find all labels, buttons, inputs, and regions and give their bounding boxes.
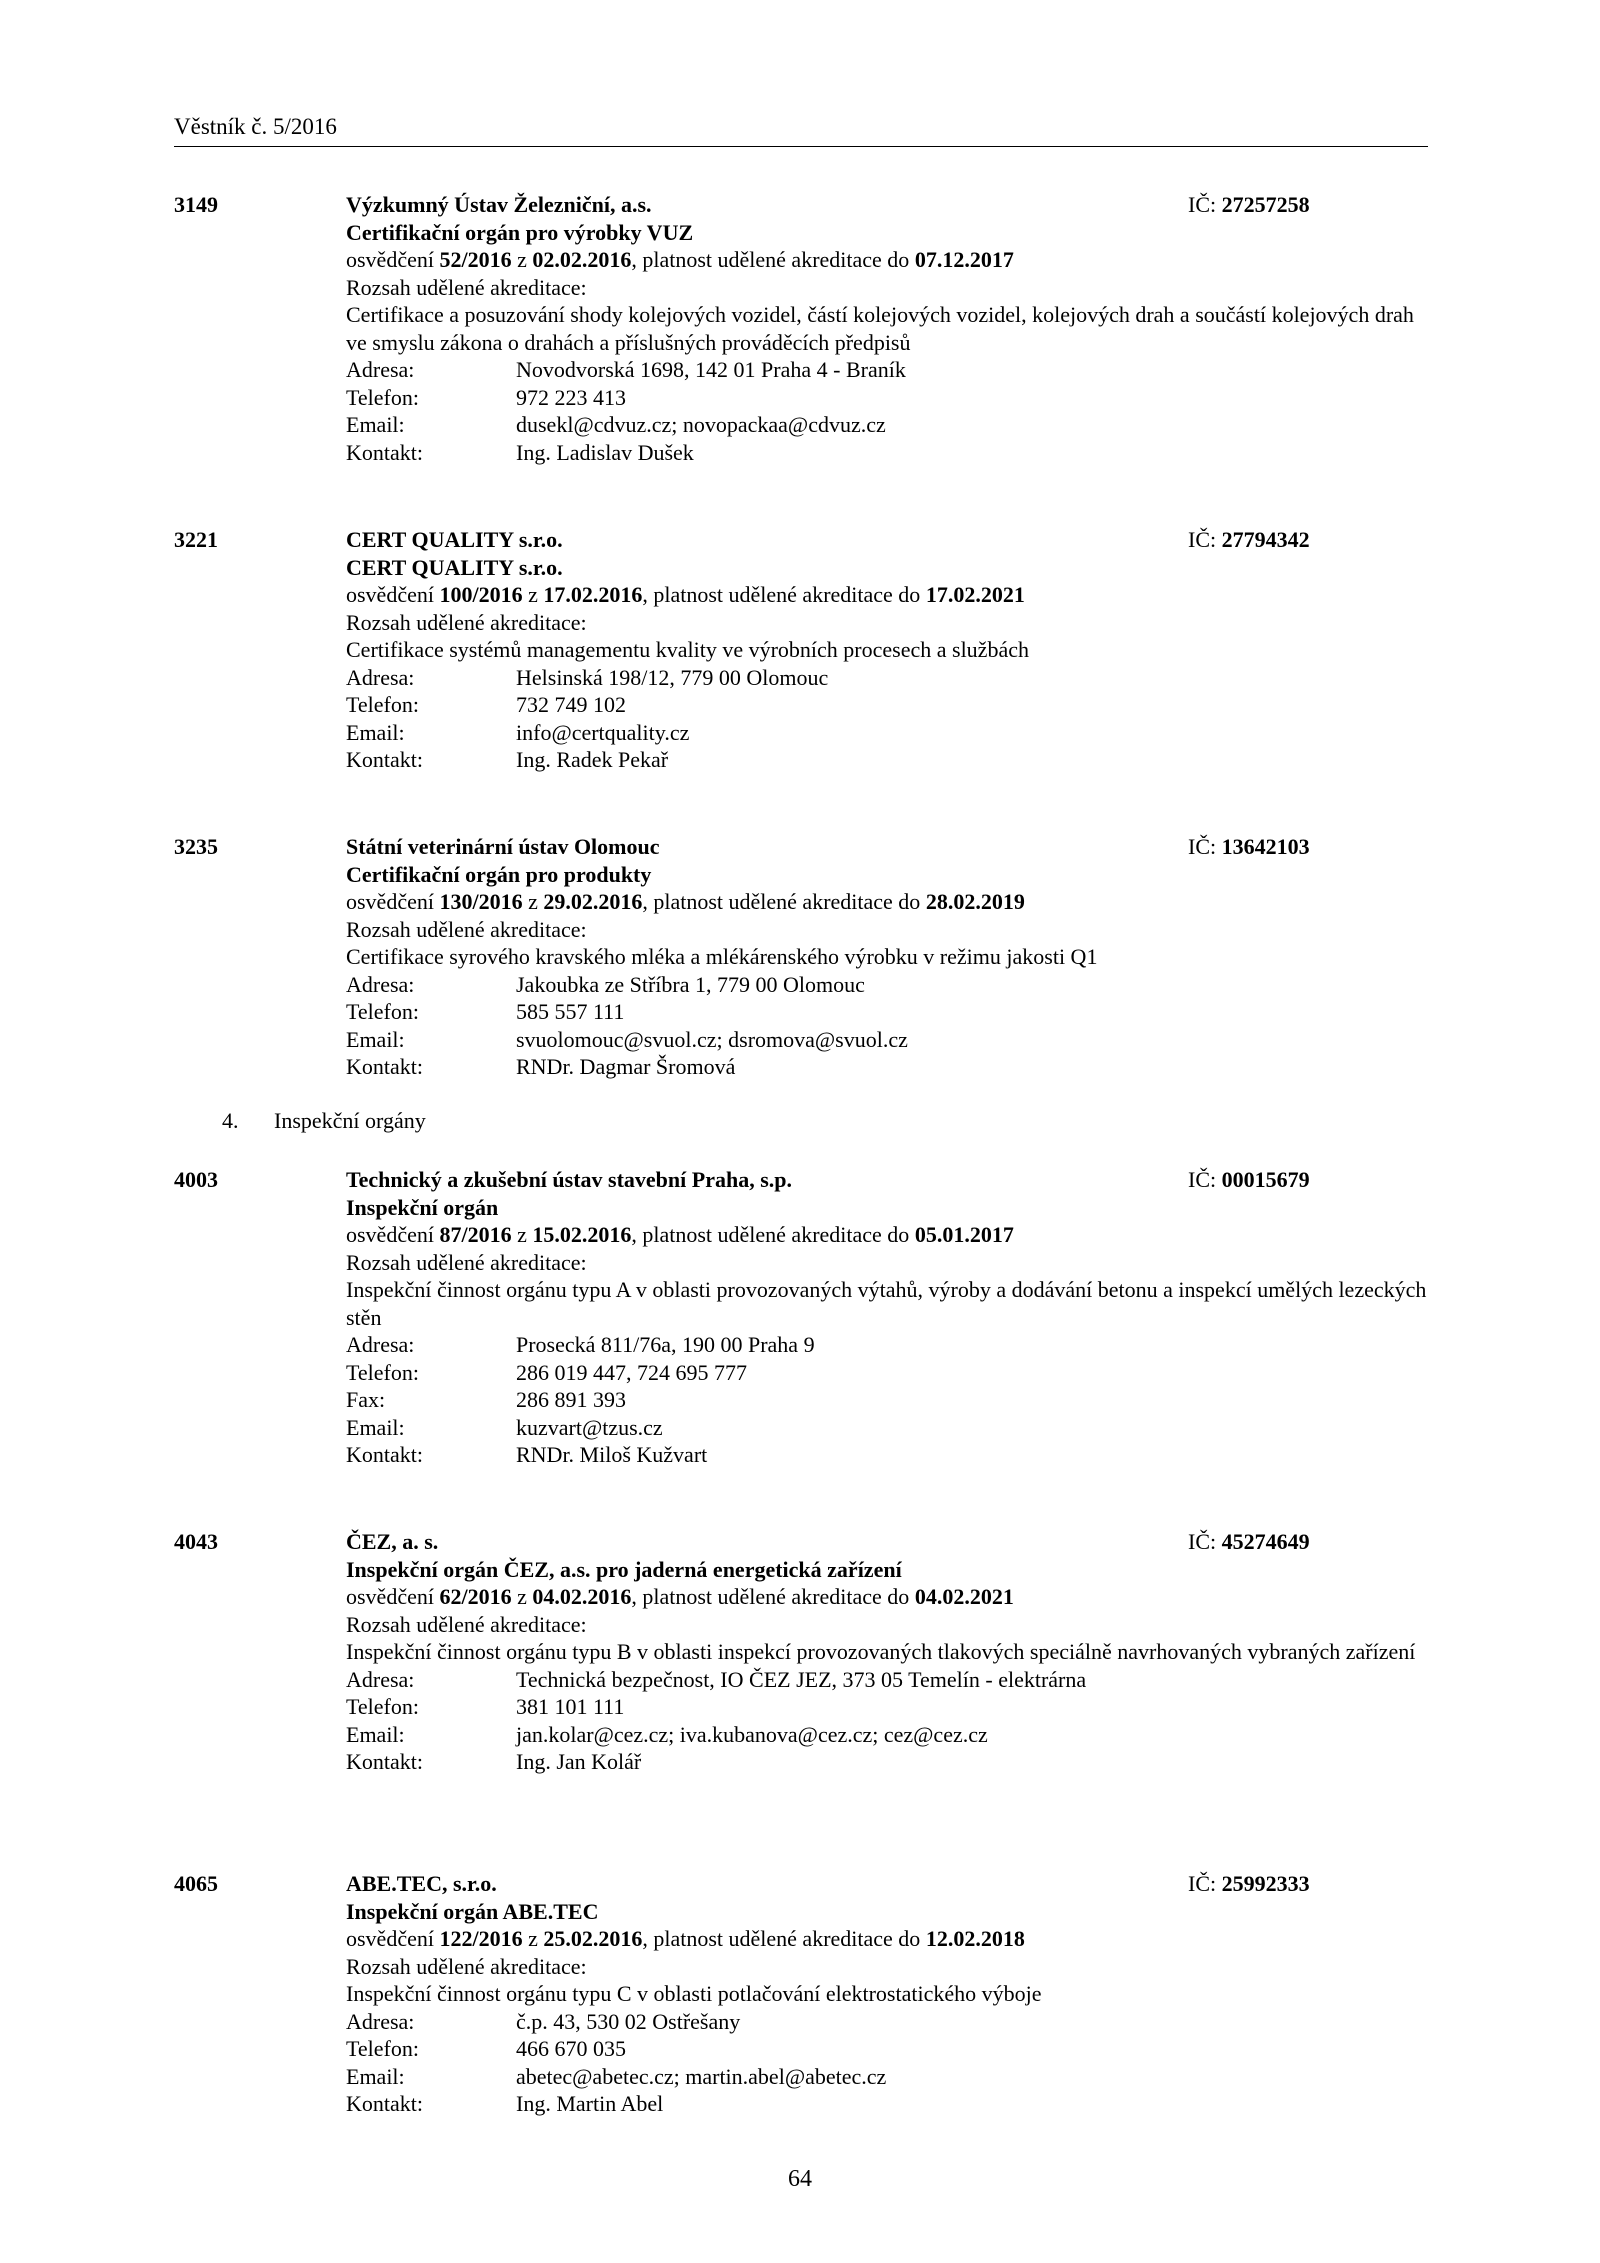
- ic-number: IČ: 45274649: [1188, 1529, 1310, 1554]
- entry-4065: [174, 1870, 1428, 2118]
- organization-name: Výzkumný Ústav Železniční, a.s.: [346, 192, 652, 217]
- entry-number: 4065: [174, 1871, 218, 1896]
- contact-row: Kontakt: RNDr. Dagmar Šromová: [346, 1054, 736, 1079]
- scope-label: Rozsah udělené akreditace:: [346, 916, 587, 942]
- entry-number: 4043: [174, 1529, 218, 1554]
- fax-row: Fax: 286 891 393: [346, 1387, 626, 1412]
- certificate-line: osvědčení 62/2016 z 04.02.2016, platnost udělené akreditace do 04.02.2021: [346, 1584, 1014, 1609]
- certificate-line: osvědčení 52/2016 z 02.02.2016, platnost udělené akreditace do 07.12.2017: [346, 247, 1014, 272]
- body-name: Certifikační orgán pro výrobky VUZ: [346, 219, 694, 245]
- body-name: Certifikační orgán pro produkty: [346, 861, 652, 887]
- email-row: Email: kuzvart@tzus.cz: [346, 1414, 663, 1440]
- phone-row: Telefon: 466 670 035: [346, 2036, 626, 2061]
- address-row: Adresa: Technická bezpečnost, IO ČEZ JEZ, 373 05 Temelín - elektrárna: [346, 1666, 1087, 1692]
- scope-label: Rozsah udělené akreditace:: [346, 1611, 587, 1637]
- scope-text: Inspekční činnost orgánu typu C v oblasti potlačování elektrostatického výboje: [346, 1981, 1042, 2006]
- email-row: Email: svuolomouc@svuol.cz; dsromova@svuol.cz: [346, 1026, 908, 1052]
- contact-row: Kontakt: RNDr. Miloš Kužvart: [346, 1442, 708, 1467]
- entry-number: 3149: [174, 192, 218, 217]
- contact-row: Kontakt: Ing. Jan Kolář: [346, 1749, 642, 1774]
- scope-text: Certifikace syrového kravského mléka a mlékárenského výrobku v režimu jakosti Q1: [346, 944, 1098, 969]
- entry-3235: [174, 833, 1428, 1081]
- contact-row: Kontakt: Ing. Radek Pekař: [346, 747, 669, 772]
- certificate-line: osvědčení 122/2016 z 25.02.2016, platnost udělené akreditace do 12.02.2018: [346, 1926, 1025, 1951]
- certificate-line: osvědčení 130/2016 z 29.02.2016, platnost udělené akreditace do 28.02.2019: [346, 889, 1025, 914]
- email-row: Email: abetec@abetec.cz; martin.abel@abetec.cz: [346, 2063, 887, 2089]
- entry-3221: [174, 526, 1428, 774]
- ic-number: IČ: 25992333: [1188, 1871, 1310, 1896]
- ic-number: IČ: 00015679: [1188, 1167, 1310, 1192]
- page-header: [174, 112, 1428, 147]
- body-name: CERT QUALITY s.r.o.: [346, 554, 563, 580]
- email-row: Email: info@certquality.cz: [346, 719, 690, 745]
- scope-text: Inspekční činnost orgánu typu B v oblasti inspekcí provozovaných tlakových speciálně navrhovaných vybraných zařízení: [346, 1639, 1416, 1664]
- organization-name: Státní veterinární ústav Olomouc: [346, 834, 660, 859]
- section-number: 4.: [222, 1108, 239, 1133]
- scope-label: Rozsah udělené akreditace:: [346, 1249, 587, 1275]
- address-row: Adresa: Novodvorská 1698, 142 01 Praha 4 - Braník: [346, 357, 906, 382]
- ic-number: IČ: 27257258: [1188, 192, 1310, 217]
- phone-row: Telefon: 381 101 111: [346, 1694, 625, 1719]
- section-heading-inspection-bodies: [222, 1107, 426, 1135]
- entry-number: 3235: [174, 834, 218, 859]
- ic-number: IČ: 13642103: [1188, 834, 1310, 859]
- contact-row: Kontakt: Ing. Ladislav Dušek: [346, 439, 694, 465]
- address-row: Adresa: Jakoubka ze Stříbra 1, 779 00 Olomouc: [346, 971, 865, 997]
- phone-row: Telefon: 732 749 102: [346, 692, 626, 717]
- entry-4043: [174, 1528, 1428, 1776]
- scope-text: Certifikace systémů managementu kvality ve výrobních procesech a službách: [346, 637, 1029, 662]
- email-row: Email: dusekl@cdvuz.cz; novopackaa@cdvuz.cz: [346, 412, 886, 437]
- scope-label: Rozsah udělené akreditace:: [346, 274, 587, 300]
- organization-name: ABE.TEC, s.r.o.: [346, 1871, 497, 1896]
- address-row: Adresa: Prosecká 811/76a, 190 00 Praha 9: [346, 1332, 815, 1357]
- phone-row: Telefon: 286 019 447, 724 695 777: [346, 1359, 747, 1385]
- ic-number: IČ: 27794342: [1188, 527, 1310, 552]
- entry-number: 4003: [174, 1167, 218, 1192]
- address-row: Adresa: Helsinská 198/12, 779 00 Olomouc: [346, 664, 829, 690]
- phone-row: Telefon: 585 557 111: [346, 999, 625, 1024]
- scope-text: Inspekční činnost orgánu typu A v oblasti provozovaných výtahů, výroby a dodávání betonu a inspekcí umělých lezeckých stěn: [346, 1277, 1427, 1330]
- phone-row: Telefon: 972 223 413: [346, 384, 626, 410]
- entry-3149: [174, 191, 1428, 466]
- email-row: Email: jan.kolar@cez.cz; iva.kubanova@cez.cz; cez@cez.cz: [346, 1721, 988, 1747]
- scope-text: Certifikace a posuzování shody kolejových vozidel, částí kolejových vozidel, kolejových drah a součástí kolejových drah ve smyslu zákona o drahách a příslušných prováděcích předpisů: [346, 302, 1414, 355]
- organization-name: ČEZ, a. s.: [346, 1529, 439, 1554]
- contact-row: Kontakt: Ing. Martin Abel: [346, 2091, 664, 2116]
- certificate-line: osvědčení 87/2016 z 15.02.2016, platnost udělené akreditace do 05.01.2017: [346, 1222, 1014, 1247]
- page-number: 64: [788, 2166, 812, 2192]
- section-title: Inspekční orgány: [274, 1108, 426, 1133]
- scope-label: Rozsah udělené akreditace:: [346, 1953, 587, 1979]
- address-row: Adresa: č.p. 43, 530 02 Ostřešany: [346, 2008, 741, 2034]
- journal-title: Věstník č. 5/2016: [174, 114, 337, 139]
- entry-4003: [174, 1166, 1428, 1469]
- body-name: Inspekční orgán ABE.TEC: [346, 1898, 599, 1924]
- entry-number: 3221: [174, 527, 218, 552]
- certificate-line: osvědčení 100/2016 z 17.02.2016, platnost udělené akreditace do 17.02.2021: [346, 582, 1025, 607]
- organization-name: CERT QUALITY s.r.o.: [346, 527, 563, 552]
- organization-name: Technický a zkušební ústav stavební Praha, s.p.: [346, 1167, 793, 1192]
- scope-label: Rozsah udělené akreditace:: [346, 609, 587, 635]
- body-name: Inspekční orgán: [346, 1194, 499, 1220]
- body-name: Inspekční orgán ČEZ, a.s. pro jaderná energetická zařízení: [346, 1556, 902, 1582]
